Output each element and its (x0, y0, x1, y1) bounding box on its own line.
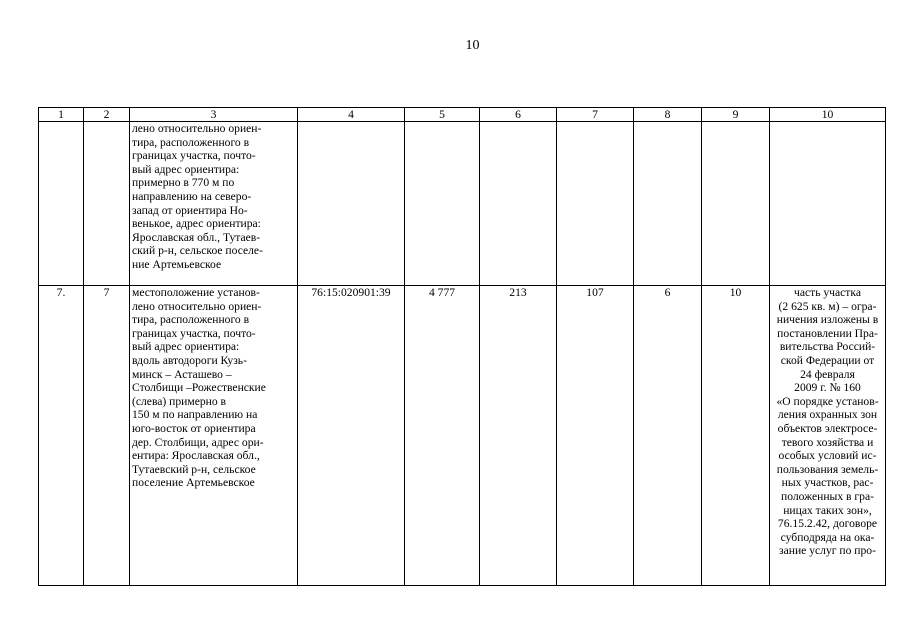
page-number: 10 (465, 38, 480, 53)
column-header: 10 (770, 108, 886, 122)
table-row-7 (39, 286, 886, 586)
description-line: Столбищи –Рожественcкие (132, 381, 266, 395)
note-line: пользования земель- (776, 462, 879, 476)
note-line: ской Федерации от (780, 353, 875, 367)
description-line: местоположение установ- (132, 286, 260, 299)
note-line: ницах таких зон», (783, 503, 872, 517)
column-header: 8 (634, 108, 702, 122)
note-line: субподряда на ока- (780, 530, 875, 544)
table-cell (557, 122, 634, 286)
table-cell: 6 (634, 286, 702, 586)
note-line: постановлении Пра- (777, 326, 878, 340)
description-line: границах участка, почто- (132, 326, 256, 340)
note-line: ничения изложены в (776, 313, 879, 327)
table-header-row (39, 108, 886, 122)
description-line: вый адрес ориентира: (132, 340, 240, 354)
column-header: 7 (557, 108, 634, 122)
description-line: минск – Асташево – (132, 367, 232, 381)
column-header: 1 (39, 108, 84, 122)
description-line: границах участка, почто- (132, 149, 256, 163)
row-number-cell: 7. (39, 286, 84, 586)
note-line: (2 625 кв. м) – огра- (778, 299, 877, 313)
note-line: положенных в гра- (781, 489, 874, 503)
description-line: ентира: Ярославская обл., (132, 449, 260, 463)
table-cell (770, 122, 886, 286)
description-line: Ярославская обл., Тутаев- (132, 230, 261, 244)
description-line: дер. Столбищи, адрес ори- (132, 435, 264, 449)
table-cell: 10 (702, 286, 770, 586)
location-description-cell (130, 122, 298, 286)
note-line: вительства Россий- (779, 340, 876, 354)
note-line: 24 февраля (800, 367, 855, 381)
table-cell (405, 122, 480, 286)
note-line: 2009 г. № 160 (794, 381, 861, 395)
location-description-cell (130, 286, 298, 586)
item-number-cell: 7 (84, 286, 130, 586)
table-cell: 213 (480, 286, 557, 586)
description-line: вый адрес ориентира: (132, 162, 240, 176)
note-line: особых условий ис- (778, 449, 877, 463)
description-line: ский р-н, сельское поселе- (132, 244, 263, 258)
area-cell: 4 777 (405, 286, 480, 586)
column-header: 9 (702, 108, 770, 122)
column-header: 2 (84, 108, 130, 122)
table-cell (634, 122, 702, 286)
description-line: ние Артемьевское (132, 257, 222, 271)
description-line: тира, расположенного в (132, 135, 250, 149)
description-line: поселение Артемьевское (132, 476, 255, 490)
note-line: зание услуг по про- (779, 544, 876, 558)
description-line: запад от ориентира Но- (132, 203, 248, 217)
table-row-continuation (39, 122, 886, 286)
note-line: объектов электросе- (777, 421, 878, 435)
description-line: примерно в 770 м по (132, 176, 235, 190)
description-line: вдоль автодороги Кузь- (132, 353, 247, 367)
description-line: тира, расположенного в (132, 313, 250, 327)
cadastral-number-cell: 76:15:020901:39 (298, 286, 405, 586)
column-header: 3 (130, 108, 298, 122)
table-cell: 107 (557, 286, 634, 586)
description-line: лено относительно ориен- (132, 299, 262, 313)
description-line: (слева) примерно в (132, 394, 227, 408)
table-cell (39, 122, 84, 286)
table-cell (298, 122, 405, 286)
description-line: венькое, адрес ориентира: (132, 217, 261, 231)
column-header: 4 (298, 108, 405, 122)
column-header: 6 (480, 108, 557, 122)
table-cell (702, 122, 770, 286)
description-line: лено относительно ориен- (132, 122, 262, 135)
restrictions-note-cell (770, 286, 886, 586)
note-line: часть участка (794, 286, 861, 299)
note-line: 76.15.2.42, договоре (777, 517, 878, 531)
land-plots-table (38, 107, 886, 586)
note-line: ления охранных зон (777, 408, 878, 422)
table-cell (84, 122, 130, 286)
description-line: направлению на северо- (132, 189, 252, 203)
note-line: ных участков, рас- (781, 476, 874, 490)
description-line: юго-восток от ориентира (132, 421, 256, 435)
note-line: тевого хозяйства и (781, 435, 874, 449)
note-line: «О порядке установ- (776, 394, 879, 408)
description-line: Тутаевский р-н, сельское (132, 462, 256, 476)
column-header: 5 (405, 108, 480, 122)
description-line: 150 м по направлению на (132, 408, 258, 422)
table-cell (480, 122, 557, 286)
